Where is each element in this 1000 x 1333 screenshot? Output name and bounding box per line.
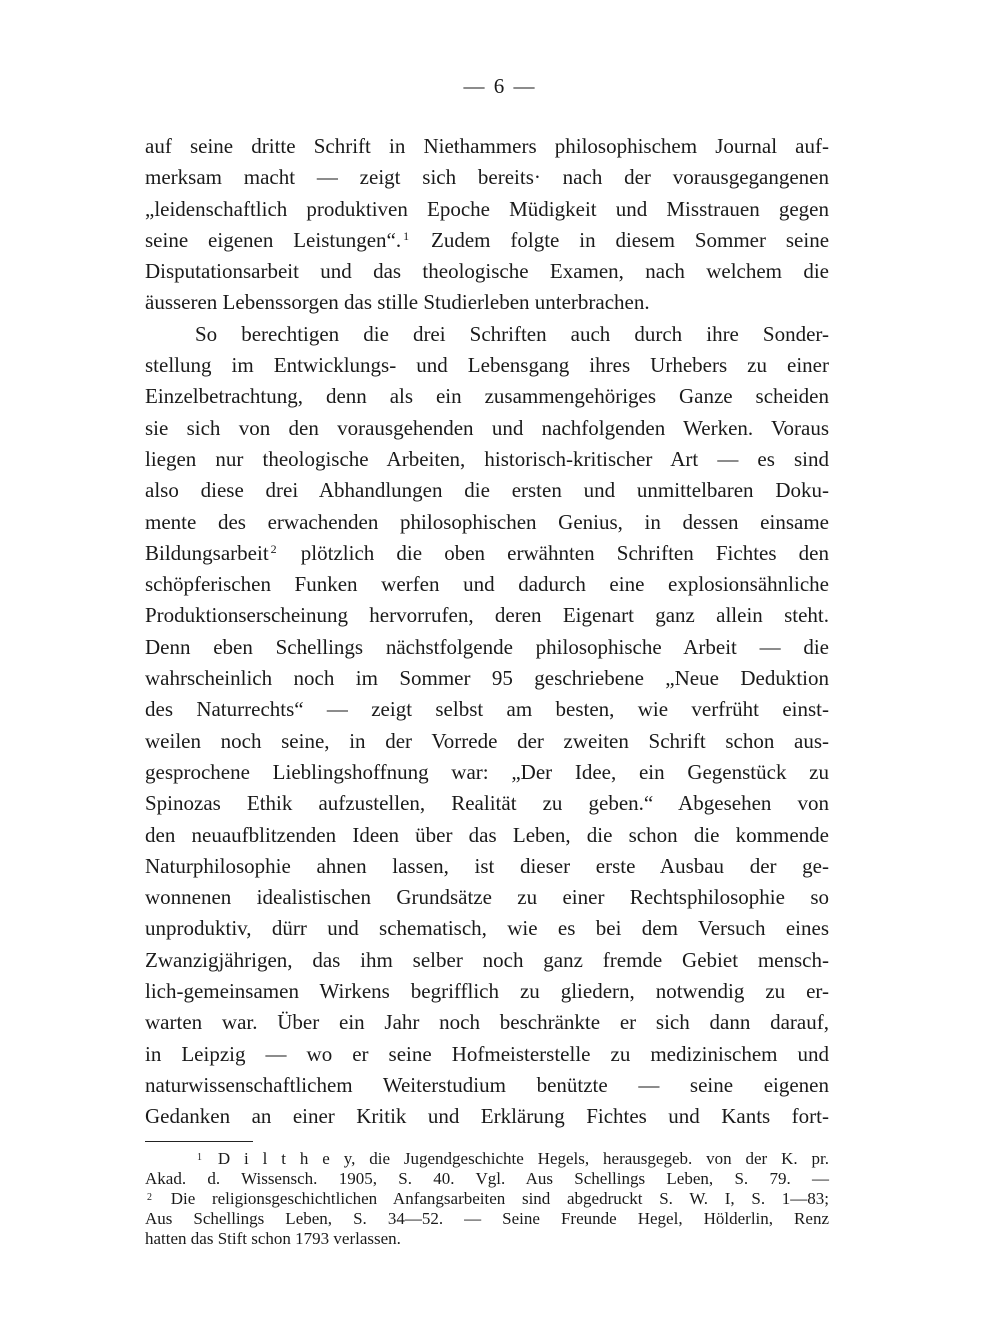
line-text: plötzlich die oben erwähnten Schriften Fichtes den (278, 540, 829, 565)
text-line (145, 1101, 829, 1132)
line-text: warten war. Über ein Jahr noch beschränkte er sich dann darauf, (145, 1010, 829, 1035)
text-line (145, 1070, 829, 1101)
footnote-rule (145, 1141, 253, 1142)
line-text: also diese drei Abhandlungen die ersten und unmittelbaren Doku- (145, 478, 829, 503)
text-line (145, 694, 829, 725)
line-text: auf seine dritte Schrift in Niethammers philosophischem Journal auf- (145, 134, 829, 158)
text-line (145, 663, 829, 694)
text-line (145, 788, 829, 819)
line-text: schöpferischen Funken werfen und dadurch eine explosionsähnliche (145, 572, 829, 597)
footnote-line (145, 1169, 829, 1189)
line-text: mente des erwachenden philosophischen Genius, in dessen einsame (145, 509, 829, 534)
line-text: Naturphilosophie ahnen lassen, ist dieser erste Ausbau der ge- (145, 853, 829, 878)
text-line (145, 1007, 829, 1038)
line-text: „leidenschaftlich produktiven Epoche Müdigkeit und Misstrauen gegen (145, 196, 829, 221)
footnote-ref: 2 (270, 541, 277, 556)
text-line (145, 225, 829, 256)
line-text: Spinozas Ethik aufzustellen, Realität zu geben.“ Abgesehen von (145, 791, 829, 816)
line-text: Akad. d. Wissensch. 1905, S. 40. Vgl. Aus Schellings Leben, S. 79. — (145, 1169, 829, 1188)
line-text: Aus Schellings Leben, S. 34—52. — Seine Freunde Hegel, Hölderlin, Renz (145, 1209, 829, 1228)
line-text: Zudem folgte in diesem Sommer seine (411, 227, 830, 252)
text-line (145, 976, 829, 1007)
footnote-line (145, 1149, 829, 1169)
text-line (145, 381, 829, 412)
line-text: Gedanken an einer Kritik und Erklärung Fichtes und Kants fort- (145, 1104, 829, 1129)
footnote-line (145, 1209, 829, 1229)
text-line (145, 413, 829, 444)
line-text: Einzelbetrachtung, denn als ein zusammengehöriges Ganze scheiden (145, 384, 829, 409)
footnote-ref: 1 (197, 1152, 202, 1163)
line-text: Zwanzigjährigen, das ihm selber noch ganz fremde Gebiet mensch- (145, 947, 829, 972)
line-text: des Naturrechts“ — zeigt selbst am besten, wie verfrüht einst- (145, 697, 829, 722)
text-line (145, 851, 829, 882)
line-text: naturwissenschaftlichem Weiterstudium benützte — seine eigenen (145, 1072, 829, 1097)
line-text: wonnenen idealistischen Grundsätze zu einer Rechtsphilosophie so (145, 885, 829, 910)
text-line (145, 131, 829, 162)
line-text: gesprochene Lieblingshoffnung war: „Der Idee, ein Gegenstück zu (145, 759, 829, 784)
text-line (145, 162, 829, 193)
line-text: merksam macht — zeigt sich bereits· nach der vorausgegangenen (145, 165, 829, 190)
line-text: hatten das Stift schon 1793 verlassen. (145, 1229, 401, 1248)
text-line (145, 444, 829, 475)
text-line (145, 350, 829, 381)
line-text: wahrscheinlich noch im Sommer 95 geschriebene „Neue Deduktion (145, 666, 829, 691)
footnote-ref: 1 (403, 228, 410, 243)
line-text: den neuaufblitzenden Ideen über das Leben, die schon die kommende (145, 822, 829, 847)
text-line (145, 1039, 829, 1070)
line-text: Denn eben Schellings nächstfolgende philosophische Arbeit — die (145, 634, 829, 659)
text-line (145, 945, 829, 976)
text-line (145, 820, 829, 851)
text-line (145, 475, 829, 506)
line-text: Die religionsgeschichtlichen Anfangsarbeiten sind abgedruckt S. W. I, S. 1—83; (154, 1189, 829, 1208)
line-text: in Leipzig — wo er seine Hofmeisterstelle zu medizinischem und (145, 1041, 829, 1066)
page-number: — 6 — (463, 74, 537, 98)
footnote-line (145, 1229, 829, 1249)
text-line (145, 256, 829, 287)
text-line (145, 538, 829, 569)
text-line (145, 600, 829, 631)
line-text: äusseren Lebenssorgen das stille Studierleben unterbrachen. (145, 290, 650, 315)
line-text: lich-gemeinsamen Wirkens begrifflich zu gliedern, notwendig zu er- (145, 979, 829, 1004)
line-text: stellung im Entwicklungs- und Lebensgang ihres Urhebers zu einer (145, 353, 829, 378)
line-text: So berechtigen die drei Schriften auch durch ihre Sonder- (195, 321, 829, 346)
line-text: Bildungsarbeit (145, 540, 269, 565)
footnote-line (145, 1189, 829, 1209)
text-line (145, 632, 829, 663)
footnotes (145, 1149, 829, 1249)
line-text: weilen noch seine, in der Vorrede der zweiten Schrift schon aus- (145, 728, 829, 753)
line-text: sie sich von den vorausgehenden und nachfolgenden Werken. Voraus (145, 415, 829, 440)
line-text: seine eigenen Leistungen“. (145, 227, 402, 252)
line-text: liegen nur theologische Arbeiten, historisch-kritischer Art — es sind (145, 446, 829, 471)
line-text: Produktionserscheinung hervorrufen, deren Eigenart ganz allein steht. (145, 603, 829, 628)
text-line (145, 726, 829, 757)
text-line (145, 913, 829, 944)
line-text: D i l t h e y, die Jugendgeschichte Hegels, herausgegeb. von der K. pr. (204, 1149, 829, 1168)
text-line (145, 507, 829, 538)
body-text (145, 131, 829, 1133)
text-line (145, 194, 829, 225)
text-line (145, 757, 829, 788)
line-text: unproduktiv, dürr und schematisch, wie es bei dem Versuch eines (145, 916, 829, 941)
text-line (145, 287, 829, 318)
text-line (145, 882, 829, 913)
text-line (145, 319, 829, 350)
line-text: Disputationsarbeit und das theologische Examen, nach welchem die (145, 259, 829, 284)
text-line (145, 569, 829, 600)
footnote-ref: 2 (147, 1192, 152, 1203)
